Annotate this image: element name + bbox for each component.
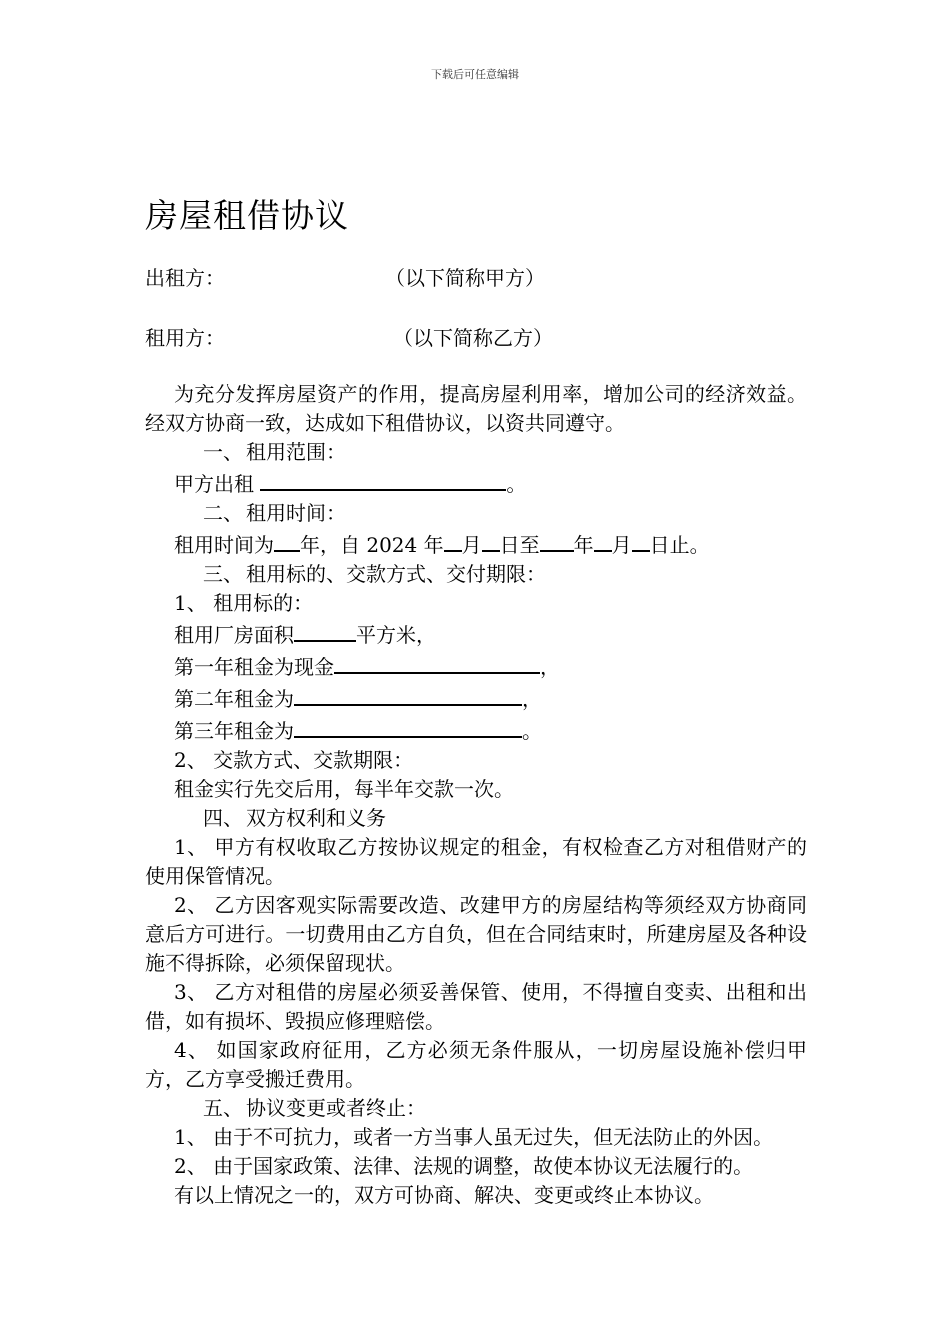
section-4-heading: 四、 双方权利和义务 [203,806,386,830]
section-2-heading: 二、 租用时间： [203,501,346,525]
section-3-sub-2: 2、 交款方式、交款期限： [174,748,414,772]
document-title: 房屋租借协议 [145,196,349,235]
section-4-item-3: 3、 乙方对租借的房屋必须妥善保管、使用，不得擅自变卖、出租和出借，如有损坏、毁损应修理赔偿。 [145,980,807,1033]
section-4-item-4: 4、 如国家政府征用，乙方必须无条件服从，一切房屋设施补偿归甲方，乙方享受搬迁费用。 [145,1038,807,1091]
section-3-sub-1: 1、 租用标的： [174,591,314,615]
intro-paragraph: 为充分发挥房屋资产的作用，提高房屋利用率，增加公司的经济效益。经双方协商一致，达成如下租借协议，以资共同遵守。 [145,382,807,435]
lessor-note: （以下简称甲方） [385,266,545,290]
section-3-heading: 三、 租用标的、交款方式、交付期限： [203,562,546,586]
section-2-text: 租用时间为 年，自 2024 年 月 日至 年 月 日止。 [145,528,807,560]
section-5-heading: 五、 协议变更或者终止： [203,1096,426,1120]
agreement-body [145,380,807,1210]
rent-year-1: 第一年租金为现金 ， [145,650,807,682]
section-1-text: 甲方出租 。 [145,467,807,499]
lessee-label: 租用方： [145,326,225,350]
rent-year-3: 第三年租金为 。 [145,714,807,746]
lessee-line [145,322,553,351]
area-line: 租用厂房面积 平方米， [145,618,807,650]
payment-terms: 租金实行先交后用，每半年交款一次。 [174,777,514,801]
section-5-item-2: 2、 由于国家政策、法律、法规的调整，故使本协议无法履行的。 [174,1154,754,1178]
section-1-heading: 一、 租用范围： [203,440,346,464]
lessor-label: 出租方： [145,266,225,290]
lessor-line [145,262,545,291]
page-header: 下载后可任意编辑 [431,68,519,81]
lessee-note: （以下简称乙方） [393,326,553,350]
section-4-item-2: 2、 乙方因客观实际需要改造、改建甲方的房屋结构等须经双方协商同意后方可进行。一切费用由乙方自负，但在合同结束时，所建房屋及各种设施不得拆除，必须保留现状。 [145,893,807,975]
rent-year-2: 第二年租金为 ， [145,682,807,714]
closing-line: 有以上情况之一的，双方可协商、解决、变更或终止本协议。 [174,1183,714,1207]
section-5-item-1: 1、 由于不可抗力，或者一方当事人虽无过失，但无法防止的外因。 [174,1125,774,1149]
section-4-item-1: 1、 甲方有权收取乙方按协议规定的租金，有权检查乙方对租借财产的使用保管情况。 [145,835,807,888]
premises-blank [260,467,506,491]
